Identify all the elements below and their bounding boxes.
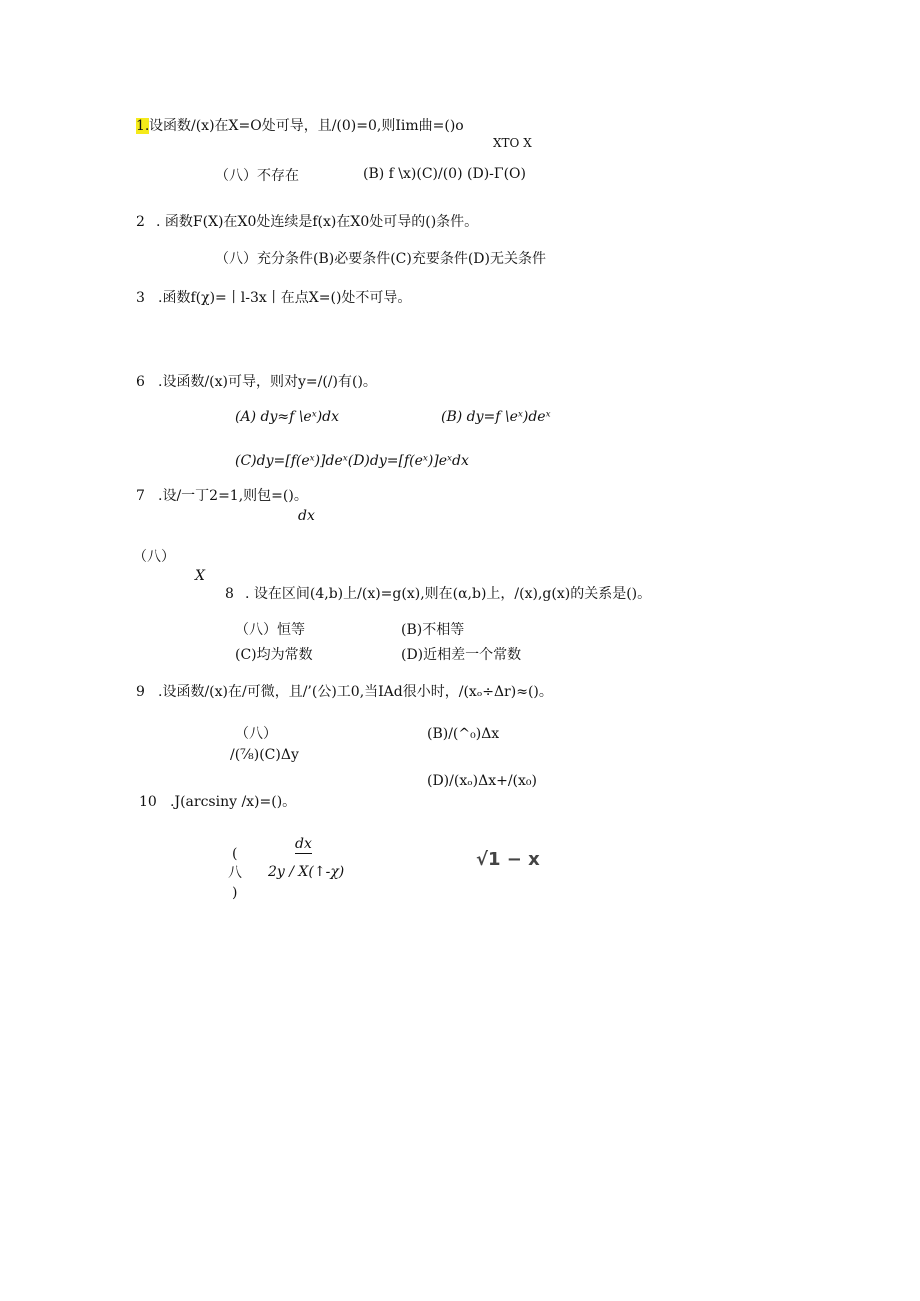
question-6-options-cd: (C)dy=[f(eˣ)]deˣ(D)dy=[f(eˣ)]eˣdx [235, 453, 469, 469]
question-2-options: （八）充分条件(B)必要条件(C)充要条件(D)无关条件 [215, 251, 546, 267]
question-8-number: 8 [225, 586, 234, 602]
question-10-number: 10 [139, 794, 157, 810]
question-10-paren-open: ( [232, 846, 238, 862]
question-9-number: 9 [136, 684, 145, 700]
question-8-option-b: (B)不相等 [401, 622, 465, 638]
question-1-text: 设函数/(x)在X=O处可导，且/(0)=0,则Iim曲=()o [149, 118, 464, 134]
question-10-denominator: 2y / X(↑-χ) [268, 864, 345, 880]
question-7-option-a: （八） [133, 549, 175, 565]
question-1-options-bcd: (B) f \x)(C)/(0) (D)-Γ(O) [363, 166, 526, 182]
question-9-option-c: /(⅞)(C)Δy [230, 747, 299, 763]
question-6-option-a: (A) dy≈f \eˣ)dx [235, 409, 340, 425]
question-9-text: .设函数/(x)在/可微，且/’(公)工0,当IAd很小时，/(xₒ÷Δr)≈()。 [158, 684, 553, 700]
question-1-option-a: （八）不存在 [215, 168, 299, 184]
question-8-option-a: （八）恒等 [235, 622, 305, 638]
question-2-text: . 函数F(X)在X0处连续是f(x)在X0处可导的()条件。 [156, 214, 479, 230]
question-6-option-b: (B) dy=f \eˣ)deˣ [441, 409, 551, 425]
question-10-dx [295, 835, 312, 854]
question-8-option-d: (D)近相差一个常数 [401, 647, 522, 663]
question-7-text: .设/一丁2=1,则包=()。 [158, 488, 308, 504]
question-9-option-a: （八） [235, 726, 277, 742]
question-6-text: .设函数/(x)可导，则对y=/(/)有()。 [158, 374, 377, 390]
question-7-number: 7 [136, 488, 145, 504]
question-8-option-c: (C)均为常数 [235, 647, 313, 663]
question-10-dx-text: dx [295, 836, 312, 852]
question-3-number: 3 [136, 290, 145, 306]
question-8-text: . 设在区间(4,b)上/(x)=g(x),则在(α,b)上，/(x),g(x)的关系是()。 [245, 586, 652, 602]
question-2-number: 2 [136, 214, 145, 230]
question-7-dx: dx [298, 508, 315, 524]
sqrt-one-minus-x-image [476, 849, 540, 870]
question-7-x: X [195, 568, 205, 584]
sqrt-one-minus-x-text: √1 − x [476, 849, 540, 870]
question-3-text: .函数f(χ)=丨l-3x丨在点X=()处不可导。 [158, 290, 412, 306]
question-10-option-a: 八 [228, 865, 242, 881]
question-6-number: 6 [136, 374, 145, 390]
question-9-option-b: (B)/(^₀)Δx [427, 726, 500, 742]
question-1-limit-subscript: XTO X [493, 136, 532, 150]
question-9-option-d: (D)/(xₒ)Δx+/(x₀) [427, 773, 537, 789]
question-1-number: 1. [136, 118, 150, 134]
question-10-text: .J(arcsiny /x)=()。 [170, 794, 297, 810]
question-10-paren-close: ) [232, 885, 238, 901]
